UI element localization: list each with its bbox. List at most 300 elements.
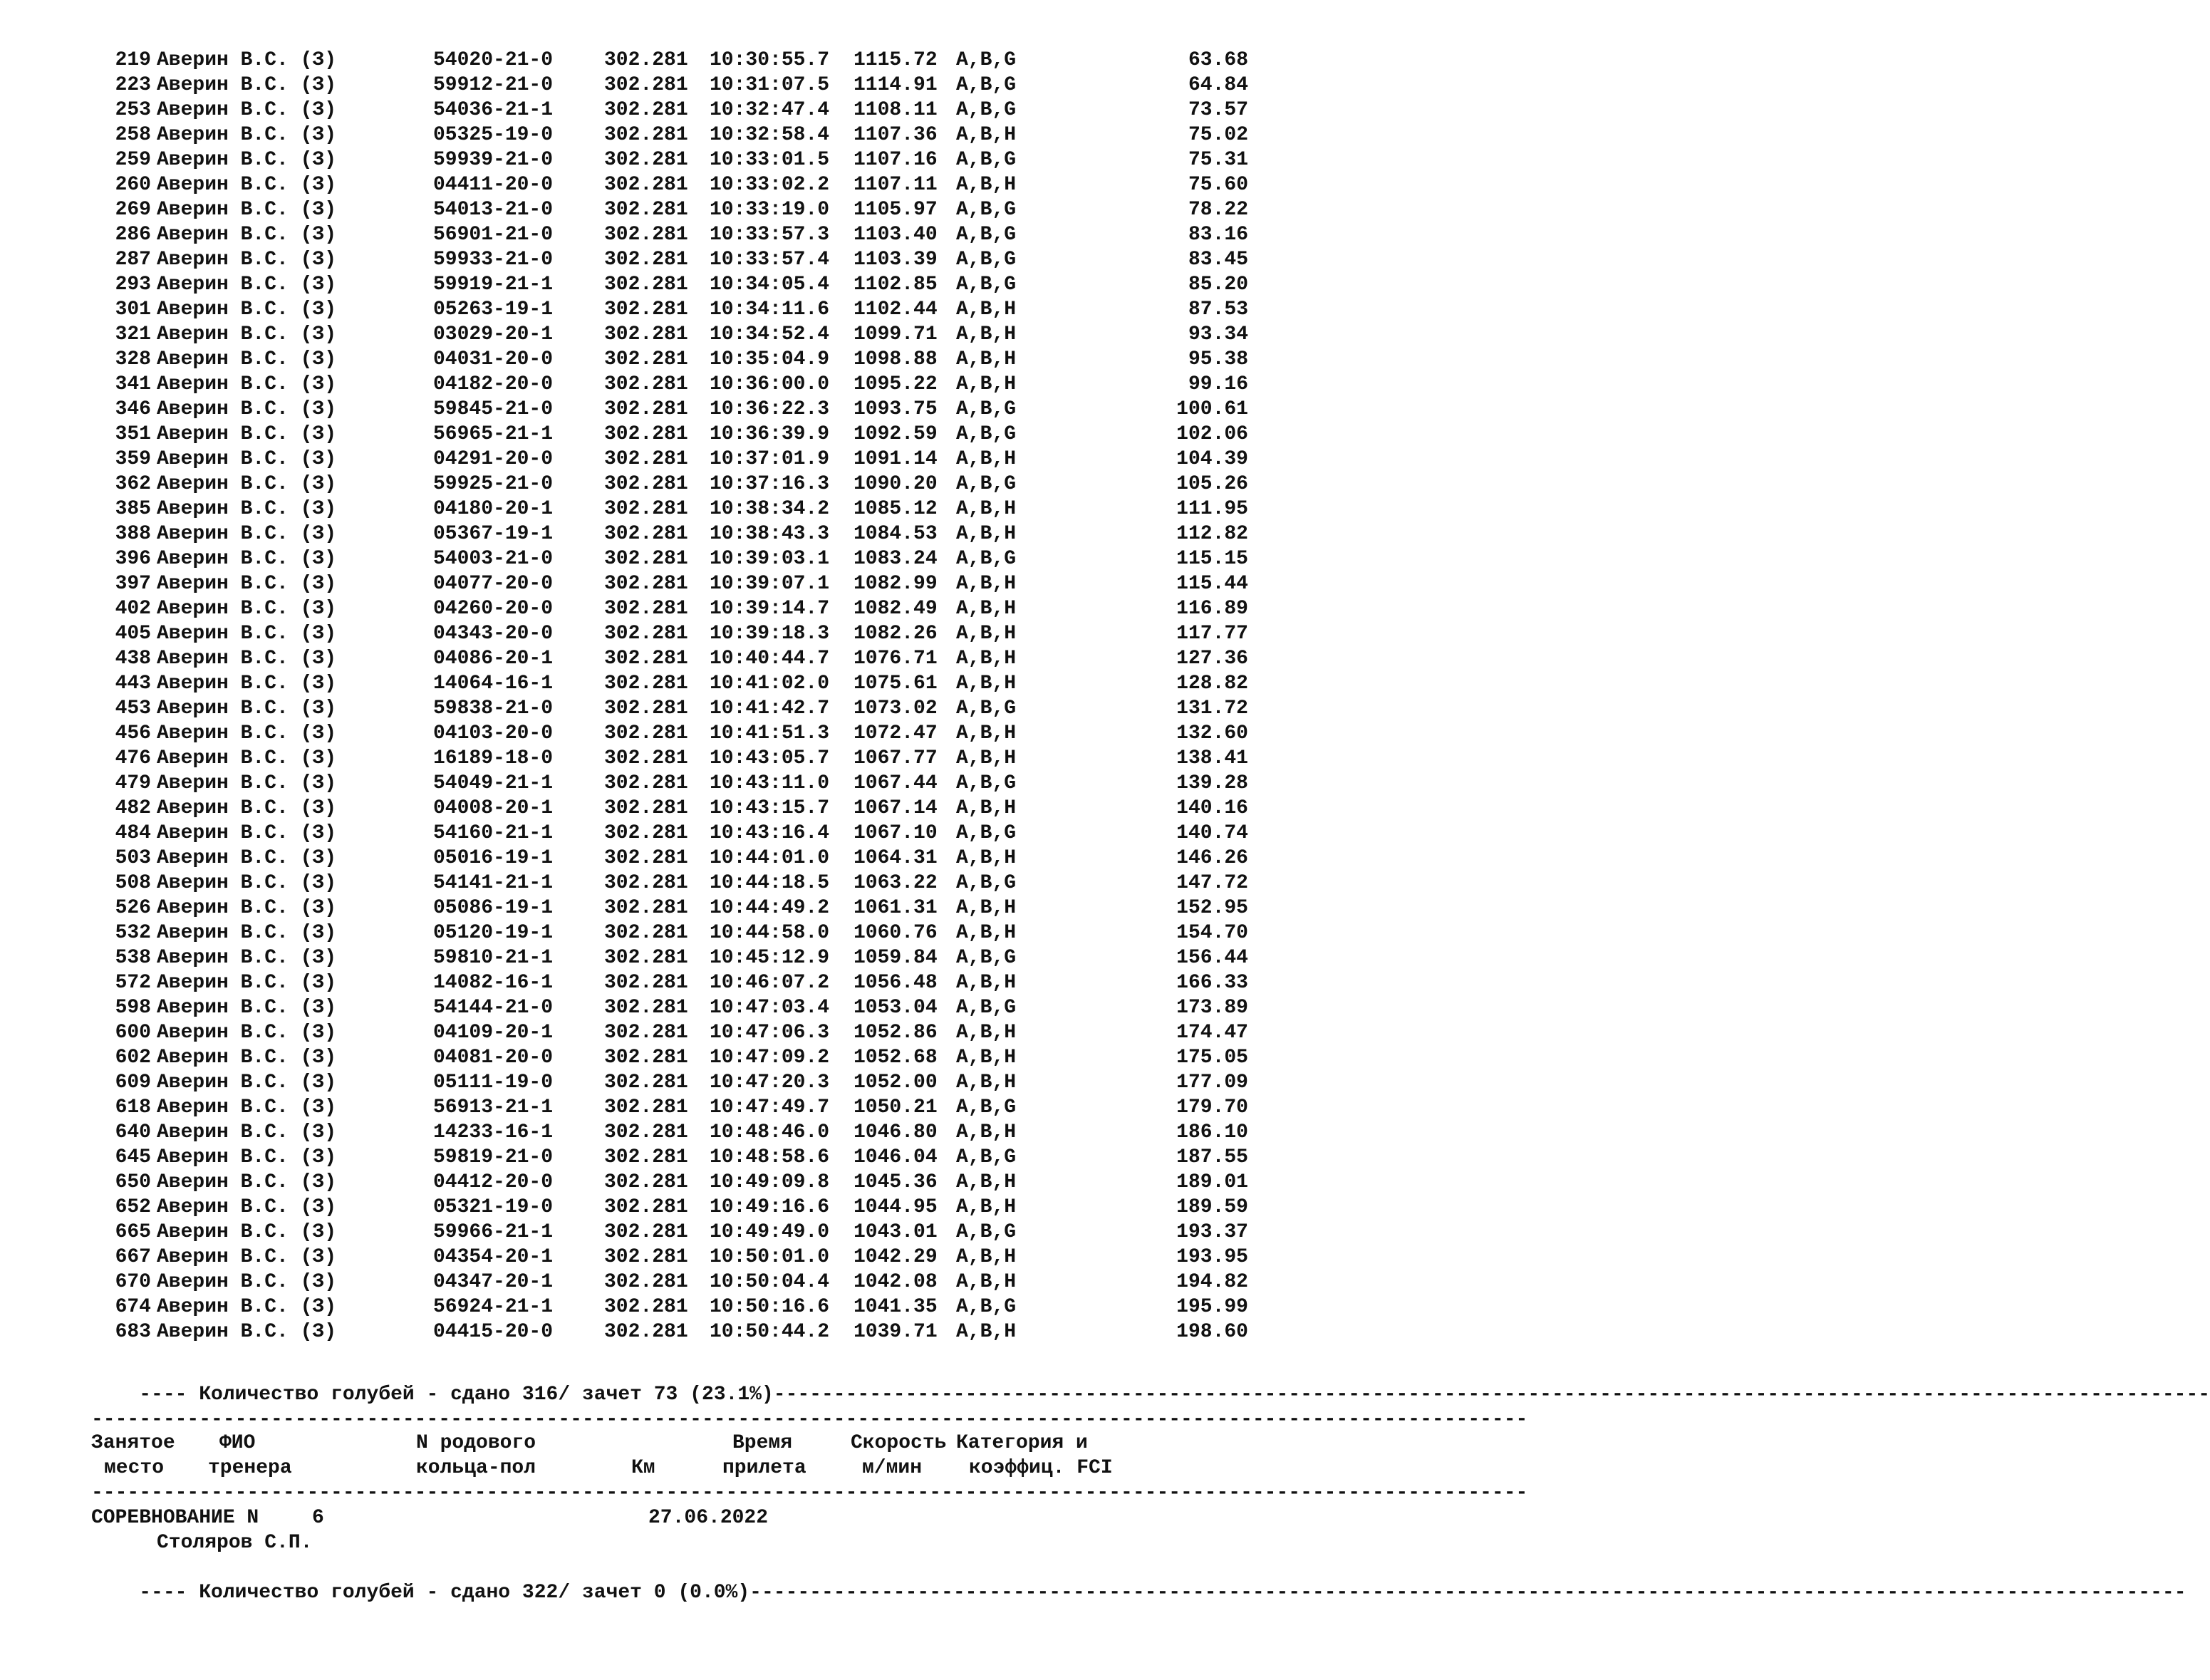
cell-coef: 115.44 bbox=[1176, 573, 1248, 595]
cell-speed: 1095.22 bbox=[854, 373, 938, 395]
cell-speed: 1067.10 bbox=[854, 822, 938, 844]
cell-time: 10:41:51.3 bbox=[710, 722, 830, 745]
cell-place: 346 bbox=[115, 398, 151, 420]
cell-ring: 59810-21-1 bbox=[433, 947, 554, 969]
cell-name: Аверин В.С. (З) bbox=[157, 698, 337, 720]
table-row bbox=[91, 372, 1248, 397]
table-row bbox=[91, 746, 1248, 771]
cell-cat: A,B,G bbox=[956, 74, 1017, 96]
cell-time: 10:50:16.6 bbox=[710, 1296, 830, 1318]
cell-place: 652 bbox=[115, 1196, 151, 1218]
cell-place: 396 bbox=[115, 548, 151, 570]
cell-name: Аверин В.С. (З) bbox=[157, 1146, 337, 1168]
cell-place: 476 bbox=[115, 747, 151, 769]
cell-speed: 1072.47 bbox=[854, 722, 938, 745]
cell-ring: 54013-21-0 bbox=[433, 199, 554, 221]
cell-name: Аверин В.С. (З) bbox=[157, 997, 337, 1019]
cell-ring: 54020-21-0 bbox=[433, 49, 554, 71]
table-row bbox=[91, 472, 1248, 497]
header-place: Занятое bbox=[91, 1432, 175, 1454]
cell-km: 302.281 bbox=[604, 897, 688, 919]
table-row bbox=[91, 1120, 1248, 1145]
cell-cat: A,B,H bbox=[956, 747, 1017, 769]
cell-ring: 04412-20-0 bbox=[433, 1171, 554, 1193]
cell-name: Аверин В.С. (З) bbox=[157, 947, 337, 969]
cell-name: Аверин В.С. (З) bbox=[157, 473, 337, 495]
cell-ring: 59939-21-0 bbox=[433, 149, 554, 171]
table-row bbox=[91, 247, 1248, 272]
cell-name: Аверин В.С. (З) bbox=[157, 1321, 337, 1343]
summary-line bbox=[91, 1357, 2210, 1406]
cell-name: Аверин В.С. (З) bbox=[157, 1246, 337, 1268]
cell-name: Аверин В.С. (З) bbox=[157, 872, 337, 894]
cell-km: 302.281 bbox=[604, 124, 688, 146]
header-place-2: место bbox=[104, 1457, 165, 1479]
cell-place: 526 bbox=[115, 897, 151, 919]
cell-cat: A,B,G bbox=[956, 1146, 1017, 1168]
divider: ------------------------------------------------------------------------------------------------------------------------ bbox=[91, 1409, 1528, 1431]
cell-place: 538 bbox=[115, 947, 151, 969]
cell-cat: A,B,H bbox=[956, 448, 1017, 470]
cell-coef: 173.89 bbox=[1176, 997, 1248, 1019]
cell-ring: 04081-20-0 bbox=[433, 1047, 554, 1069]
cell-coef: 156.44 bbox=[1176, 947, 1248, 969]
table-row bbox=[91, 48, 1248, 73]
cell-speed: 1064.31 bbox=[854, 847, 938, 869]
cell-speed: 1052.00 bbox=[854, 1072, 938, 1094]
cell-coef: 166.33 bbox=[1176, 972, 1248, 994]
cell-speed: 1067.44 bbox=[854, 772, 938, 794]
cell-speed: 1105.97 bbox=[854, 199, 938, 221]
cell-time: 10:43:16.4 bbox=[710, 822, 830, 844]
cell-ring: 04182-20-0 bbox=[433, 373, 554, 395]
cell-ring: 56924-21-1 bbox=[433, 1296, 554, 1318]
cell-name: Аверин В.С. (З) bbox=[157, 1271, 337, 1293]
cell-place: 328 bbox=[115, 348, 151, 370]
table-row bbox=[91, 497, 1248, 522]
cell-name: Аверин В.С. (З) bbox=[157, 323, 337, 346]
cell-time: 10:35:04.9 bbox=[710, 348, 830, 370]
cell-speed: 1085.12 bbox=[854, 498, 938, 520]
cell-speed: 1061.31 bbox=[854, 897, 938, 919]
cell-km: 302.281 bbox=[604, 49, 688, 71]
cell-km: 302.281 bbox=[604, 772, 688, 794]
cell-ring: 04347-20-1 bbox=[433, 1271, 554, 1293]
cell-speed: 1082.26 bbox=[854, 623, 938, 645]
cell-ring: 04354-20-1 bbox=[433, 1246, 554, 1268]
cell-cat: A,B,H bbox=[956, 573, 1017, 595]
cell-place: 359 bbox=[115, 448, 151, 470]
cell-cat: A,B,H bbox=[956, 673, 1017, 695]
cell-ring: 04103-20-0 bbox=[433, 722, 554, 745]
header-name: ФИО bbox=[219, 1432, 256, 1454]
cell-speed: 1046.04 bbox=[854, 1146, 938, 1168]
cell-km: 302.281 bbox=[604, 598, 688, 620]
cell-time: 10:33:02.2 bbox=[710, 174, 830, 196]
table-row bbox=[91, 871, 1248, 896]
cell-cat: A,B,H bbox=[956, 124, 1017, 146]
cell-name: Аверин В.С. (З) bbox=[157, 1296, 337, 1318]
cell-ring: 59912-21-0 bbox=[433, 74, 554, 96]
cell-ring: 04343-20-0 bbox=[433, 623, 554, 645]
cell-time: 10:40:44.7 bbox=[710, 648, 830, 670]
table-row bbox=[91, 297, 1248, 322]
table-row bbox=[91, 347, 1248, 372]
table-row bbox=[91, 98, 1248, 123]
cell-place: 532 bbox=[115, 922, 151, 944]
header-speed: Скорость bbox=[851, 1432, 947, 1454]
cell-km: 302.281 bbox=[604, 249, 688, 271]
header-category-2: коэффиц. FCI bbox=[969, 1457, 1113, 1479]
cell-coef: 83.45 bbox=[1188, 249, 1248, 271]
cell-speed: 1050.21 bbox=[854, 1096, 938, 1119]
table-row bbox=[91, 995, 1248, 1020]
cell-coef: 138.41 bbox=[1176, 747, 1248, 769]
cell-name: Аверин В.С. (З) bbox=[157, 1072, 337, 1094]
cell-cat: A,B,H bbox=[956, 1246, 1017, 1268]
cell-coef: 93.34 bbox=[1188, 323, 1248, 346]
cell-ring: 59966-21-1 bbox=[433, 1221, 554, 1243]
cell-speed: 1093.75 bbox=[854, 398, 938, 420]
cell-coef: 99.16 bbox=[1188, 373, 1248, 395]
cell-place: 618 bbox=[115, 1096, 151, 1119]
cell-time: 10:34:05.4 bbox=[710, 274, 830, 296]
cell-ring: 05367-19-1 bbox=[433, 523, 554, 545]
cell-km: 302.281 bbox=[604, 673, 688, 695]
table-row bbox=[91, 1145, 1248, 1170]
cell-ring: 04411-20-0 bbox=[433, 174, 554, 196]
header-time-2: прилета bbox=[722, 1457, 806, 1479]
cell-name: Аверин В.С. (З) bbox=[157, 249, 337, 271]
cell-name: Аверин В.С. (З) bbox=[157, 199, 337, 221]
cell-time: 10:43:11.0 bbox=[710, 772, 830, 794]
cell-speed: 1056.48 bbox=[854, 972, 938, 994]
cell-speed: 1103.39 bbox=[854, 249, 938, 271]
cell-cat: A,B,G bbox=[956, 99, 1017, 121]
cell-km: 302.281 bbox=[604, 1321, 688, 1343]
cell-name: Аверин В.С. (З) bbox=[157, 1022, 337, 1044]
cell-place: 286 bbox=[115, 224, 151, 246]
cell-place: 287 bbox=[115, 249, 151, 271]
cell-ring: 56965-21-1 bbox=[433, 423, 554, 445]
cell-km: 302.281 bbox=[604, 1171, 688, 1193]
cell-place: 301 bbox=[115, 299, 151, 321]
cell-time: 10:33:19.0 bbox=[710, 199, 830, 221]
cell-name: Аверин В.С. (З) bbox=[157, 299, 337, 321]
cell-ring: 04077-20-0 bbox=[433, 573, 554, 595]
cell-cat: A,B,G bbox=[956, 423, 1017, 445]
cell-time: 10:39:14.7 bbox=[710, 598, 830, 620]
cell-time: 10:47:09.2 bbox=[710, 1047, 830, 1069]
cell-km: 302.281 bbox=[604, 74, 688, 96]
cell-name: Аверин В.С. (З) bbox=[157, 49, 337, 71]
cell-place: 293 bbox=[115, 274, 151, 296]
cell-cat: A,B,G bbox=[956, 997, 1017, 1019]
cell-speed: 1073.02 bbox=[854, 698, 938, 720]
cell-place: 219 bbox=[115, 49, 151, 71]
cell-speed: 1103.40 bbox=[854, 224, 938, 246]
cell-coef: 128.82 bbox=[1176, 673, 1248, 695]
table-row bbox=[91, 147, 1248, 172]
cell-km: 302.281 bbox=[604, 822, 688, 844]
cell-cat: A,B,H bbox=[956, 1072, 1017, 1094]
cell-time: 10:48:58.6 bbox=[710, 1146, 830, 1168]
cell-name: Аверин В.С. (З) bbox=[157, 797, 337, 819]
table-row bbox=[91, 1095, 1248, 1120]
cell-km: 302.281 bbox=[604, 99, 688, 121]
cell-time: 10:48:46.0 bbox=[710, 1121, 830, 1144]
cell-time: 10:49:16.6 bbox=[710, 1196, 830, 1218]
cell-km: 302.281 bbox=[604, 1246, 688, 1268]
cell-name: Аверин В.С. (З) bbox=[157, 548, 337, 570]
cell-place: 402 bbox=[115, 598, 151, 620]
cell-ring: 54036-21-1 bbox=[433, 99, 554, 121]
table-row bbox=[91, 796, 1248, 821]
cell-cat: A,B,H bbox=[956, 847, 1017, 869]
cell-speed: 1046.80 bbox=[854, 1121, 938, 1144]
cell-km: 302.281 bbox=[604, 1121, 688, 1144]
cell-cat: A,B,H bbox=[956, 498, 1017, 520]
cell-speed: 1084.53 bbox=[854, 523, 938, 545]
table-row bbox=[91, 272, 1248, 297]
cell-time: 10:31:07.5 bbox=[710, 74, 830, 96]
cell-coef: 154.70 bbox=[1176, 922, 1248, 944]
cell-name: Аверин В.С. (З) bbox=[157, 598, 337, 620]
cell-cat: A,B,G bbox=[956, 947, 1017, 969]
cell-speed: 1044.95 bbox=[854, 1196, 938, 1218]
table-row bbox=[91, 596, 1248, 621]
cell-coef: 193.95 bbox=[1176, 1246, 1248, 1268]
cell-km: 302.281 bbox=[604, 947, 688, 969]
cell-place: 351 bbox=[115, 423, 151, 445]
cell-ring: 04031-20-0 bbox=[433, 348, 554, 370]
cell-cat: A,B,H bbox=[956, 1022, 1017, 1044]
cell-coef: 195.99 bbox=[1176, 1296, 1248, 1318]
cell-km: 302.281 bbox=[604, 1221, 688, 1243]
cell-time: 10:47:49.7 bbox=[710, 1096, 830, 1119]
competition-label: СОРЕВНОВАНИЕ N bbox=[91, 1507, 259, 1529]
cell-km: 302.281 bbox=[604, 299, 688, 321]
cell-name: Аверин В.С. (З) bbox=[157, 398, 337, 420]
cell-name: Аверин В.С. (З) bbox=[157, 648, 337, 670]
cell-coef: 116.89 bbox=[1176, 598, 1248, 620]
cell-speed: 1102.85 bbox=[854, 274, 938, 296]
cell-name: Аверин В.С. (З) bbox=[157, 747, 337, 769]
table-row bbox=[91, 821, 1248, 846]
cell-cat: A,B,H bbox=[956, 648, 1017, 670]
cell-time: 10:39:03.1 bbox=[710, 548, 830, 570]
cell-cat: A,B,H bbox=[956, 1196, 1017, 1218]
cell-speed: 1108.11 bbox=[854, 99, 938, 121]
cell-km: 302.281 bbox=[604, 224, 688, 246]
cell-name: Аверин В.С. (З) bbox=[157, 423, 337, 445]
cell-time: 10:45:12.9 bbox=[710, 947, 830, 969]
cell-coef: 104.39 bbox=[1176, 448, 1248, 470]
cell-km: 302.281 bbox=[604, 448, 688, 470]
cell-coef: 87.53 bbox=[1188, 299, 1248, 321]
cell-coef: 147.72 bbox=[1176, 872, 1248, 894]
cell-speed: 1053.04 bbox=[854, 997, 938, 1019]
cell-speed: 1042.29 bbox=[854, 1246, 938, 1268]
cell-place: 683 bbox=[115, 1321, 151, 1343]
table-row bbox=[91, 896, 1248, 921]
cell-km: 302.281 bbox=[604, 1072, 688, 1094]
cell-coef: 63.68 bbox=[1188, 49, 1248, 71]
header-km: Км bbox=[631, 1457, 655, 1479]
table-row bbox=[91, 522, 1248, 546]
cell-speed: 1076.71 bbox=[854, 648, 938, 670]
summary-text-2: ---- Количество голубей - сдано 322/ зачет 0 (0.0%) bbox=[139, 1582, 750, 1604]
cell-km: 302.281 bbox=[604, 523, 688, 545]
cell-ring: 04086-20-1 bbox=[433, 648, 554, 670]
cell-ring: 59838-21-0 bbox=[433, 698, 554, 720]
cell-time: 10:44:18.5 bbox=[710, 872, 830, 894]
cell-time: 10:33:57.3 bbox=[710, 224, 830, 246]
cell-coef: 179.70 bbox=[1176, 1096, 1248, 1119]
cell-place: 667 bbox=[115, 1246, 151, 1268]
competition-date: 27.06.2022 bbox=[648, 1507, 769, 1529]
cell-coef: 105.26 bbox=[1176, 473, 1248, 495]
cell-place: 598 bbox=[115, 997, 151, 1019]
cell-cat: A,B,G bbox=[956, 1096, 1017, 1119]
cell-speed: 1102.44 bbox=[854, 299, 938, 321]
cell-cat: A,B,G bbox=[956, 698, 1017, 720]
cell-coef: 111.95 bbox=[1176, 498, 1248, 520]
cell-speed: 1052.86 bbox=[854, 1022, 938, 1044]
cell-km: 302.281 bbox=[604, 423, 688, 445]
cell-speed: 1039.71 bbox=[854, 1321, 938, 1343]
cell-coef: 193.37 bbox=[1176, 1221, 1248, 1243]
cell-km: 302.281 bbox=[604, 1146, 688, 1168]
cell-ring: 16189-18-0 bbox=[433, 747, 554, 769]
table-row bbox=[91, 422, 1248, 447]
cell-time: 10:39:18.3 bbox=[710, 623, 830, 645]
cell-time: 10:38:34.2 bbox=[710, 498, 830, 520]
table-row bbox=[91, 546, 1248, 571]
cell-speed: 1092.59 bbox=[854, 423, 938, 445]
cell-place: 640 bbox=[115, 1121, 151, 1144]
cell-time: 10:39:07.1 bbox=[710, 573, 830, 595]
table-row bbox=[91, 1270, 1248, 1295]
cell-coef: 73.57 bbox=[1188, 99, 1248, 121]
cell-ring: 14233-16-1 bbox=[433, 1121, 554, 1144]
cell-place: 670 bbox=[115, 1271, 151, 1293]
cell-place: 650 bbox=[115, 1171, 151, 1193]
cell-coef: 64.84 bbox=[1188, 74, 1248, 96]
table-row bbox=[91, 197, 1248, 222]
cell-cat: A,B,G bbox=[956, 199, 1017, 221]
cell-time: 10:38:43.3 bbox=[710, 523, 830, 545]
cell-cat: A,B,H bbox=[956, 897, 1017, 919]
cell-cat: A,B,H bbox=[956, 972, 1017, 994]
cell-coef: 152.95 bbox=[1176, 897, 1248, 919]
cell-time: 10:47:03.4 bbox=[710, 997, 830, 1019]
cell-km: 302.281 bbox=[604, 573, 688, 595]
header-ring: N родового bbox=[416, 1432, 536, 1454]
cell-place: 253 bbox=[115, 99, 151, 121]
table-row bbox=[91, 1319, 1248, 1344]
cell-speed: 1083.24 bbox=[854, 548, 938, 570]
cell-time: 10:41:42.7 bbox=[710, 698, 830, 720]
cell-name: Аверин В.С. (З) bbox=[157, 1121, 337, 1144]
cell-place: 269 bbox=[115, 199, 151, 221]
cell-time: 10:34:52.4 bbox=[710, 323, 830, 346]
cell-cat: A,B,G bbox=[956, 772, 1017, 794]
cell-cat: A,B,H bbox=[956, 174, 1017, 196]
cell-cat: A,B,G bbox=[956, 149, 1017, 171]
cell-name: Аверин В.С. (З) bbox=[157, 1221, 337, 1243]
cell-coef: 127.36 bbox=[1176, 648, 1248, 670]
cell-cat: A,B,H bbox=[956, 299, 1017, 321]
cell-speed: 1075.61 bbox=[854, 673, 938, 695]
cell-name: Аверин В.С. (З) bbox=[157, 1047, 337, 1069]
cell-ring: 59819-21-0 bbox=[433, 1146, 554, 1168]
cell-place: 258 bbox=[115, 124, 151, 146]
cell-name: Аверин В.С. (З) bbox=[157, 722, 337, 745]
cell-ring: 54160-21-1 bbox=[433, 822, 554, 844]
summary-text: ---- Количество голубей - сдано 316/ зачет 73 (23.1%) bbox=[139, 1384, 774, 1406]
cell-time: 10:36:22.3 bbox=[710, 398, 830, 420]
cell-km: 302.281 bbox=[604, 797, 688, 819]
cell-km: 302.281 bbox=[604, 323, 688, 346]
cell-speed: 1045.36 bbox=[854, 1171, 938, 1193]
divider: ------------------------------------------------------------------------------------------------------------------------ bbox=[749, 1582, 2186, 1604]
cell-coef: 75.31 bbox=[1188, 149, 1248, 171]
cell-speed: 1052.68 bbox=[854, 1047, 938, 1069]
cell-time: 10:49:49.0 bbox=[710, 1221, 830, 1243]
cell-name: Аверин В.С. (З) bbox=[157, 772, 337, 794]
cell-name: Аверин В.С. (З) bbox=[157, 174, 337, 196]
cell-place: 397 bbox=[115, 573, 151, 595]
header-time: Время bbox=[732, 1432, 793, 1454]
cell-name: Аверин В.С. (З) bbox=[157, 847, 337, 869]
cell-place: 453 bbox=[115, 698, 151, 720]
cell-name: Аверин В.С. (З) bbox=[157, 99, 337, 121]
cell-name: Аверин В.С. (З) bbox=[157, 1196, 337, 1218]
cell-speed: 1082.49 bbox=[854, 598, 938, 620]
cell-name: Аверин В.С. (З) bbox=[157, 448, 337, 470]
cell-name: Аверин В.С. (З) bbox=[157, 673, 337, 695]
cell-place: 341 bbox=[115, 373, 151, 395]
cell-time: 10:37:01.9 bbox=[710, 448, 830, 470]
table-row bbox=[91, 571, 1248, 596]
cell-place: 674 bbox=[115, 1296, 151, 1318]
cell-cat: A,B,H bbox=[956, 598, 1017, 620]
cell-speed: 1082.99 bbox=[854, 573, 938, 595]
cell-km: 302.281 bbox=[604, 149, 688, 171]
cell-ring: 04415-20-0 bbox=[433, 1321, 554, 1343]
cell-coef: 115.15 bbox=[1176, 548, 1248, 570]
cell-ring: 54003-21-0 bbox=[433, 548, 554, 570]
cell-time: 10:50:44.2 bbox=[710, 1321, 830, 1343]
trainer-name: Столяров С.П. bbox=[157, 1532, 313, 1554]
cell-km: 302.281 bbox=[604, 872, 688, 894]
cell-time: 10:44:58.0 bbox=[710, 922, 830, 944]
cell-ring: 54144-21-0 bbox=[433, 997, 554, 1019]
cell-name: Аверин В.С. (З) bbox=[157, 523, 337, 545]
cell-coef: 194.82 bbox=[1176, 1271, 1248, 1293]
table-row bbox=[91, 621, 1248, 646]
cell-name: Аверин В.С. (З) bbox=[157, 274, 337, 296]
cell-cat: A,B,H bbox=[956, 323, 1017, 346]
competition-number: 6 bbox=[312, 1507, 324, 1529]
cell-time: 10:49:09.8 bbox=[710, 1171, 830, 1193]
cell-time: 10:33:01.5 bbox=[710, 149, 830, 171]
table-row bbox=[91, 447, 1248, 472]
cell-time: 10:41:02.0 bbox=[710, 673, 830, 695]
cell-time: 10:50:04.4 bbox=[710, 1271, 830, 1293]
cell-speed: 1107.16 bbox=[854, 149, 938, 171]
